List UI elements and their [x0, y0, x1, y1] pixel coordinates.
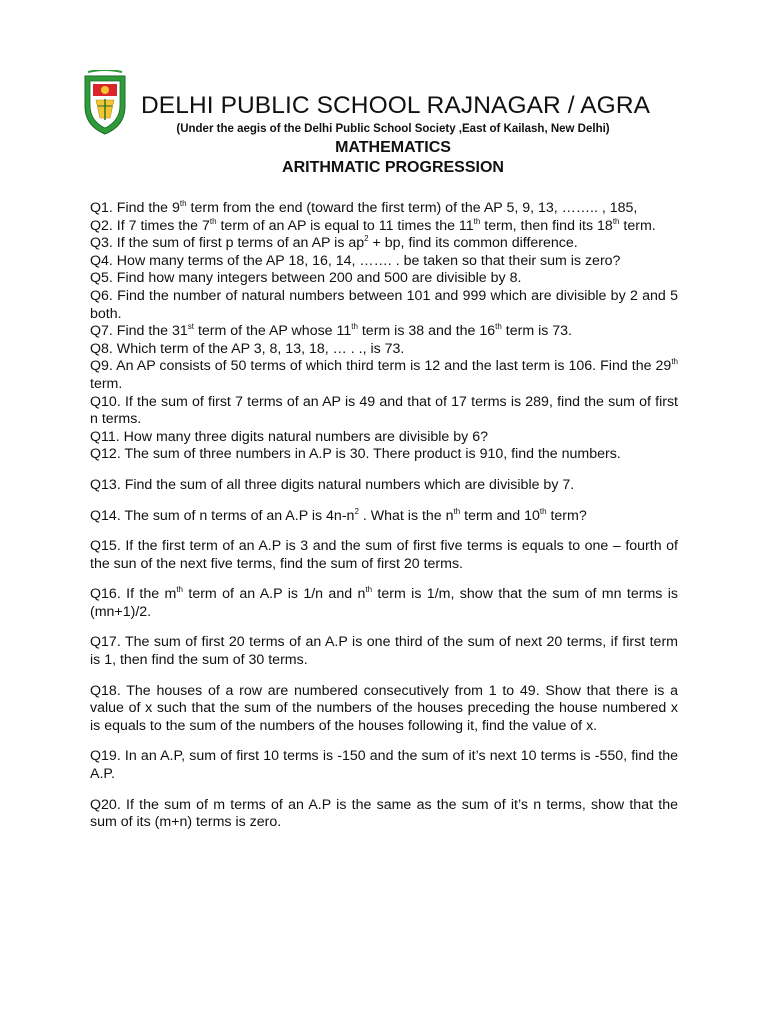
question-item — [90, 358, 678, 393]
question-item — [90, 270, 678, 288]
topic-title: ARITHMATIC PROGRESSION — [282, 159, 504, 176]
question-text: term from the end (toward the first term) of the AP 5, 9, 13, …….. , 185, — [186, 200, 638, 216]
question-item — [90, 748, 678, 783]
question-text: term of the AP whose 11 — [194, 323, 352, 340]
question-text: Q3. If the sum of first p terms of an AP is ap — [90, 235, 365, 252]
question-item — [90, 508, 678, 526]
question-item — [90, 683, 678, 736]
question-superscript: th — [473, 216, 481, 226]
question-item — [90, 429, 678, 447]
question-item — [90, 634, 678, 669]
question-superscript: th — [365, 585, 373, 595]
question-item — [90, 235, 678, 253]
question-item — [90, 797, 678, 832]
question-item — [90, 341, 678, 359]
question-text: term is 73. — [501, 323, 572, 340]
question-text: Q16. If the m — [90, 586, 177, 603]
question-text: Q18. The houses of a row are numbered consecutively from 1 to 49. Show that there is a value of x such that the sum of the numbers of the houses preceding the house numbered x is equals to the sum of the numbers of the houses following it, find the value of x. — [90, 682, 678, 734]
question-text: Q12. The sum of three numbers in A.P is 30. There product is 910, find the numbers. — [90, 446, 621, 463]
question-text: Q8. Which term of the AP 3, 8, 13, 18, … . ., is 73. — [90, 340, 405, 357]
subject-title: MATHEMATICS — [335, 139, 451, 156]
question-superscript: th — [453, 506, 461, 516]
question-superscript: th — [495, 322, 502, 332]
question-item — [90, 538, 678, 573]
school-name: DELHI PUBLIC SCHOOL RAJNAGAR / AGRA — [141, 92, 651, 119]
question-item — [90, 288, 678, 323]
question-text: term. — [619, 217, 656, 234]
question-superscript: 2 — [364, 234, 369, 244]
question-text: term and 10 — [460, 507, 540, 524]
question-item — [90, 200, 678, 218]
question-text: term of an AP is equal to 11 times the 11 — [216, 217, 474, 234]
question-text: Q6. Find the number of natural numbers between 101 and 999 which are divisible by 2 and 5 both. — [90, 287, 678, 322]
question-superscript: st — [187, 322, 195, 332]
question-superscript: th — [351, 322, 358, 332]
question-text: Q9. An AP consists of 50 terms of which third term is 12 and the last term is 106. Find the 29 — [90, 358, 672, 375]
question-text: Q5. Find how many integers between 200 and 500 are divisible by 8. — [90, 270, 522, 287]
question-superscript: th — [176, 585, 183, 595]
question-text: term? — [546, 507, 587, 524]
question-superscript: th — [539, 506, 547, 516]
question-text: Q7. Find the 31 — [90, 323, 188, 340]
question-superscript: th — [179, 199, 187, 208]
question-text: Q19. In an A.P, sum of first 10 terms is -150 and the sum of it’s next 10 terms is -550, find the A.P. — [90, 748, 678, 783]
question-item — [90, 218, 678, 236]
question-text: . What is the n — [358, 507, 454, 524]
question-text: + bp, find its common difference. — [368, 235, 578, 252]
question-item — [90, 253, 678, 271]
question-text: term is 38 and the 16 — [357, 323, 496, 340]
question-item — [90, 323, 678, 341]
school-affiliation: (Under the aegis of the Delhi Public School Society ,East of Kailash, New Delhi) — [176, 123, 610, 135]
question-text: Q4. How many terms of the AP 18, 16, 14, ……. . be taken so that their sum is zero? — [90, 252, 621, 269]
question-text: Q20. If the sum of m terms of an A.P is the same as the sum of it’s n terms, show that the sum of its (m+n) terms is zero. — [90, 796, 678, 831]
question-text: Q1. Find the 9 — [90, 200, 180, 216]
question-text: term, then find its 18 — [480, 217, 613, 234]
question-text: Q2. If 7 times the 7 — [90, 217, 210, 234]
question-item — [90, 586, 678, 621]
question-text: term. — [90, 375, 123, 392]
question-text: Q11. How many three digits natural numbers are divisible by 6? — [90, 428, 488, 445]
question-item — [90, 477, 678, 495]
question-superscript: th — [671, 357, 678, 367]
question-text: Q17. The sum of first 20 terms of an A.P is one third of the sum of next 20 terms, if first term is 1, then find the sum of 30 terms. — [90, 634, 678, 669]
question-text: Q10. If the sum of first 7 terms of an AP is 49 and that of 17 terms is 289, find the sum of first n terms. — [90, 393, 678, 428]
question-text: Q15. If the first term of an A.P is 3 and the sum of first five terms is equals to one – fourth of the sun of the next five terms, find the sum of first 20 terms. — [90, 538, 678, 572]
question-superscript: th — [209, 216, 217, 226]
question-text: Q13. Find the sum of all three digits natural numbers which are divisible by 7. — [90, 476, 575, 493]
question-superscript: th — [612, 216, 620, 226]
question-text: term of an A.P is 1/n and n — [183, 586, 366, 603]
question-superscript: 2 — [354, 506, 359, 516]
question-list — [90, 200, 678, 832]
question-item — [90, 446, 678, 464]
question-item — [90, 394, 678, 429]
question-text: term is 1/m, show that the sum of mn terms is (mn+1)/2. — [90, 586, 678, 620]
question-text: Q14. The sum of n terms of an A.P is 4n-n — [90, 507, 355, 524]
